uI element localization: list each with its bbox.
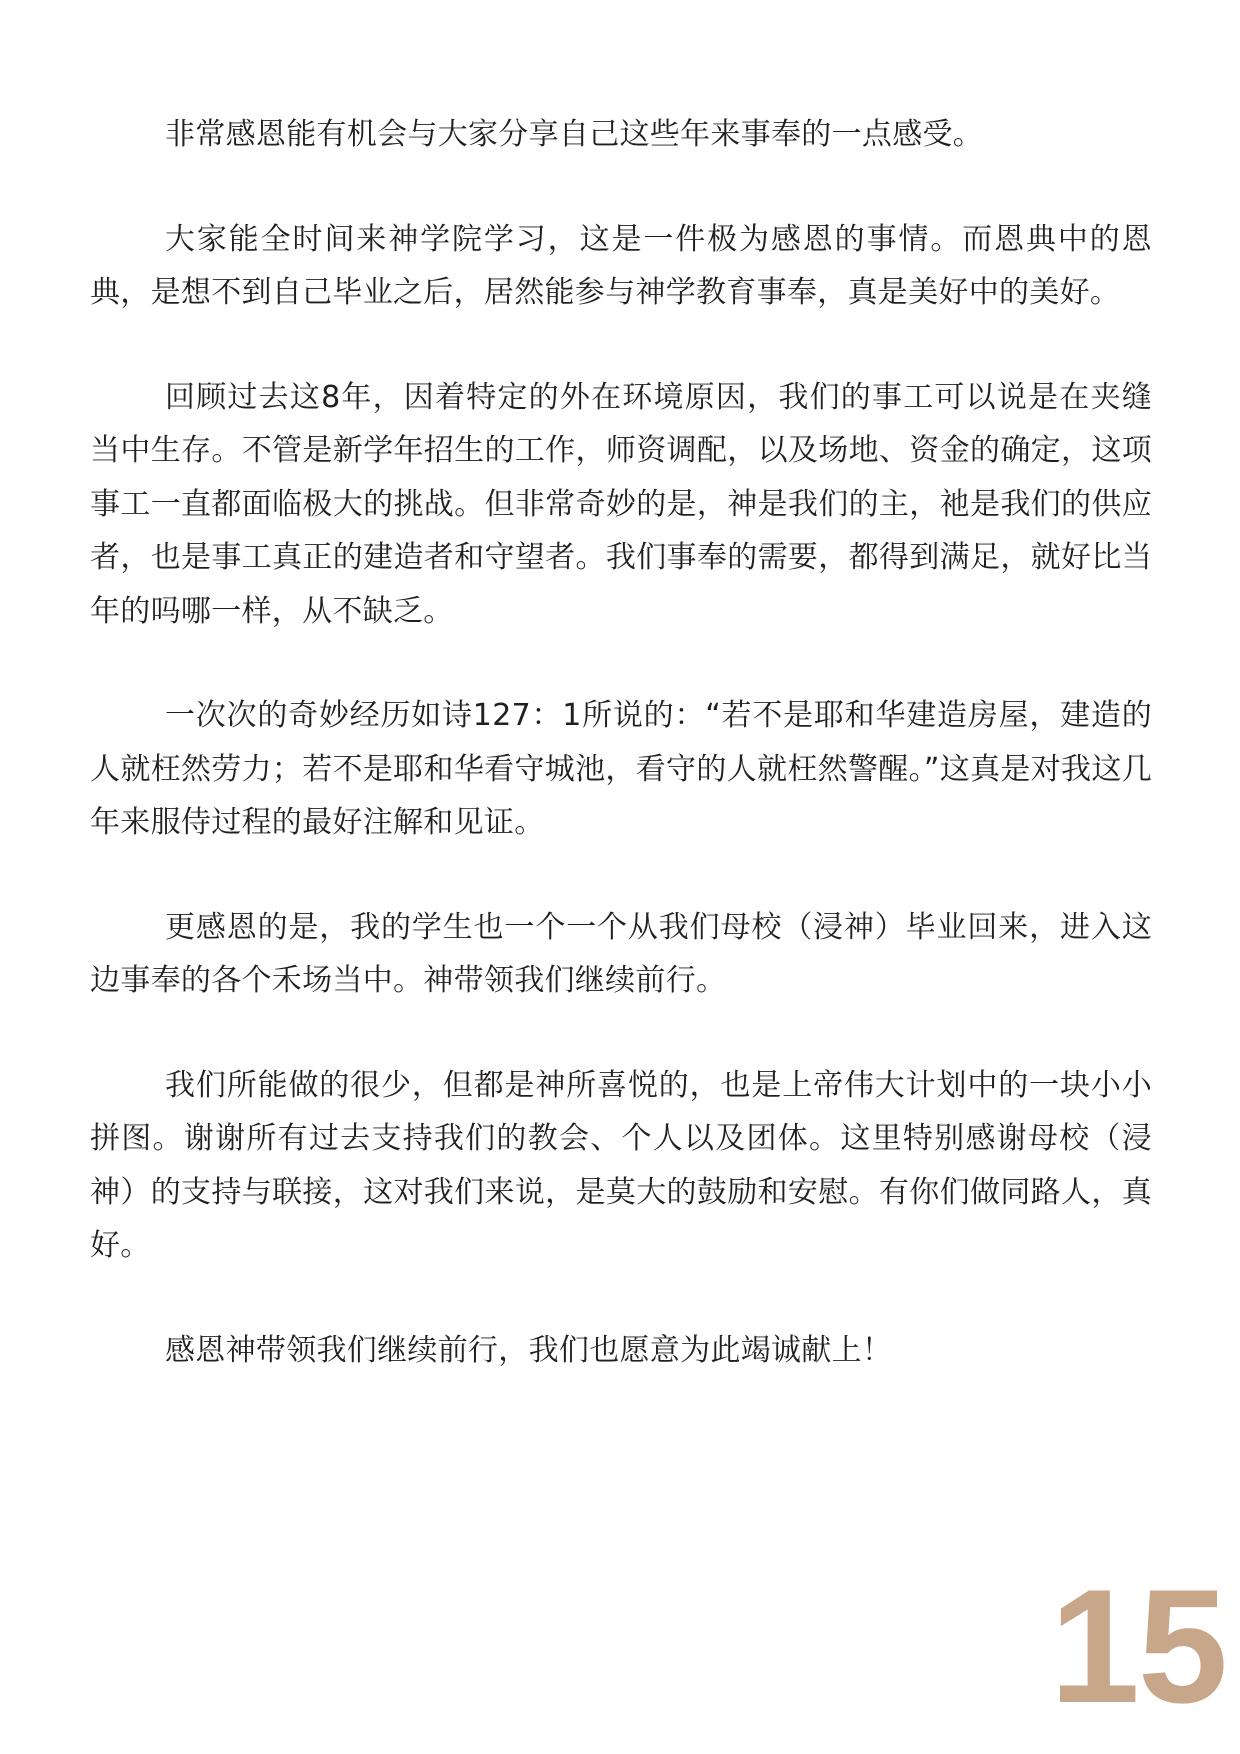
article-body <box>90 108 1152 1428</box>
paragraph-7: 感恩神带领我们继续前行，我们也愿意为此竭诚献上！ <box>165 1332 893 1368</box>
paragraph-1: 非常感恩能有机会与大家分享自己这些年来事奉的一点感受。 <box>165 117 984 152</box>
paragraph-2: 大家能全时间来神学院学习，这是一件极为感恩的事情。而恩典中的恩典，是想不到自己毕业之后，居然能参与神学教育事奉，真是美好中的美好。 <box>90 221 1152 310</box>
page-number: 15 <box>1049 1556 1226 1737</box>
paragraph-4: 一次次的奇妙经历如诗127：1所说的：“若不是耶和华建造房屋，建造的人就枉然劳力；若不是耶和华看守城池，看守的人就枉然警醒。”这真是对我这几年来服侍过程的最好注解和见证。 <box>90 698 1152 840</box>
paragraph-5: 更感恩的是，我的学生也一个一个从我们母校（浸神）毕业回来，进入这边事奉的各个禾场当中。神带领我们继续前行。 <box>90 909 1152 998</box>
paragraph-6: 我们所能做的很少，但都是神所喜悦的，也是上帝伟大计划中的一块小小拼图。谢谢所有过去支持我们的教会、个人以及团体。这里特别感谢母校（浸神）的支持与联接，这对我们来说，是莫大的鼓励和安慰。有你们做同路人，真好。 <box>90 1067 1152 1263</box>
paragraph-3: 回顾过去这8年，因着特定的外在环境原因，我们的事工可以说是在夹缝当中生存。不管是新学年招生的工作，师资调配，以及场地、资金的确定，这项事工一直都面临极大的挑战。但非常奇妙的是，神是我们的主，祂是我们的供应者，也是事工真正的建造者和守望者。我们事奉的需要，都得到满足，就好比当年的吗哪一样，从不缺乏。 <box>90 379 1152 629</box>
